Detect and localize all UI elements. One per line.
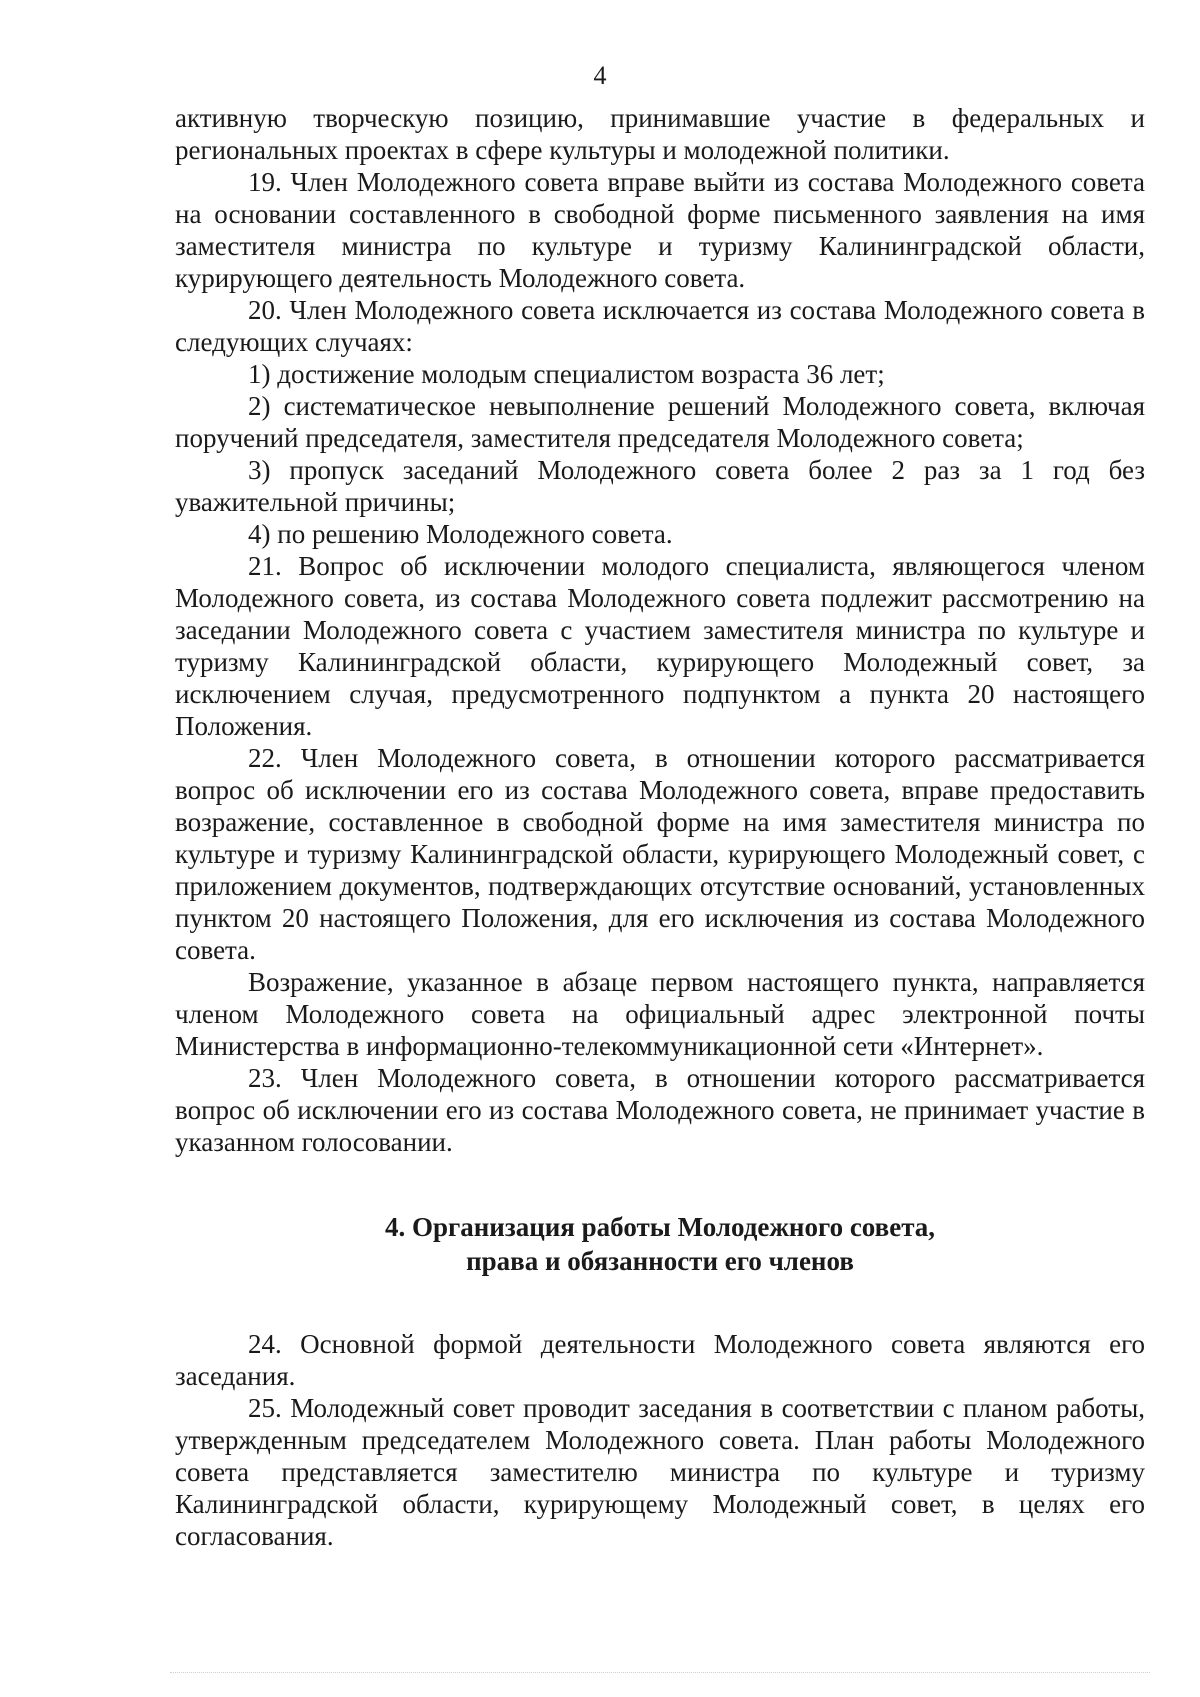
paragraph: активную творческую позицию, принимавшие участие в федеральных и региональных проектах в сфере культуры и молодежной политики.	[175, 103, 1145, 165]
paragraph: 3) пропуск заседаний Молодежного совета более 2 раз за 1 год без уважительной причины;	[175, 455, 1145, 517]
paragraph: 2) систематическое невыполнение решений Молодежного совета, включая поручений председателя, заместителя председателя Молодежного совета;	[175, 391, 1145, 453]
section-heading-line-2: права и обязанности его членов	[466, 1246, 854, 1276]
section-heading	[175, 1210, 1145, 1278]
paragraph: 19. Член Молодежного совета вправе выйти из состава Молодежного совета на основании составленного в свободной форме письменного заявления на имя заместителя министра по культуре и туризму Калининградской области, курирующего деятельность Молодежного совета.	[175, 167, 1145, 293]
document-body	[175, 102, 1145, 1552]
paragraph: 24. Основной формой деятельности Молодежного совета являются его заседания.	[175, 1329, 1145, 1391]
paragraphs-before-heading	[175, 102, 1145, 1158]
paragraph: Возражение, указанное в абзаце первом настоящего пункта, направляется членом Молодежного совета на официальный адрес электронной почты Министерства в информационно-телекоммуникационной сети «Интернет».	[175, 967, 1145, 1061]
paragraph: 22. Член Молодежного совета, в отношении которого рассматривается вопрос об исключении его из состава Молодежного совета, вправе предоставить возражение, составленное в свободной форме на имя заместителя министра по культуре и туризму Калининградской области, курирующего Молодежный совет, с приложением документов, подтверждающих отсутствие оснований, установленных пунктом 20 настоящего Положения, для его исключения из состава Молодежного совета.	[175, 743, 1145, 965]
page-number: 4	[593, 61, 607, 90]
paragraphs-after-heading	[175, 1328, 1145, 1552]
bottom-scan-line	[170, 1672, 1150, 1673]
section-heading-line-1: 4. Организация работы Молодежного совета,	[384, 1212, 936, 1242]
paragraph: 23. Член Молодежного совета, в отношении которого рассматривается вопрос об исключении его из состава Молодежного совета, не принимает участие в указанном голосовании.	[175, 1063, 1145, 1157]
paragraph: 4) по решению Молодежного совета.	[248, 519, 673, 549]
paragraph: 21. Вопрос об исключении молодого специалиста, являющегося членом Молодежного совета, из состава Молодежного совета подлежит рассмотрению на заседании Молодежного совета с участием заместителя министра по культуре и туризму Калининградской области, курирующего Молодежный совет, за исключением случая, предусмотренного подпунктом а пункта 20 настоящего Положения.	[175, 551, 1145, 741]
paragraph: 1) достижение молодым специалистом возраста 36 лет;	[248, 359, 885, 389]
paragraph: 20. Член Молодежного совета исключается из состава Молодежного совета в следующих случаях:	[175, 295, 1145, 357]
paragraph: 25. Молодежный совет проводит заседания в соответствии с планом работы, утвержденным председателем Молодежного совета. План работы Молодежного совета представляется заместителю министра по культуре и туризму Калининградской области, курирующему Молодежный совет, в целях его согласования.	[175, 1393, 1145, 1551]
